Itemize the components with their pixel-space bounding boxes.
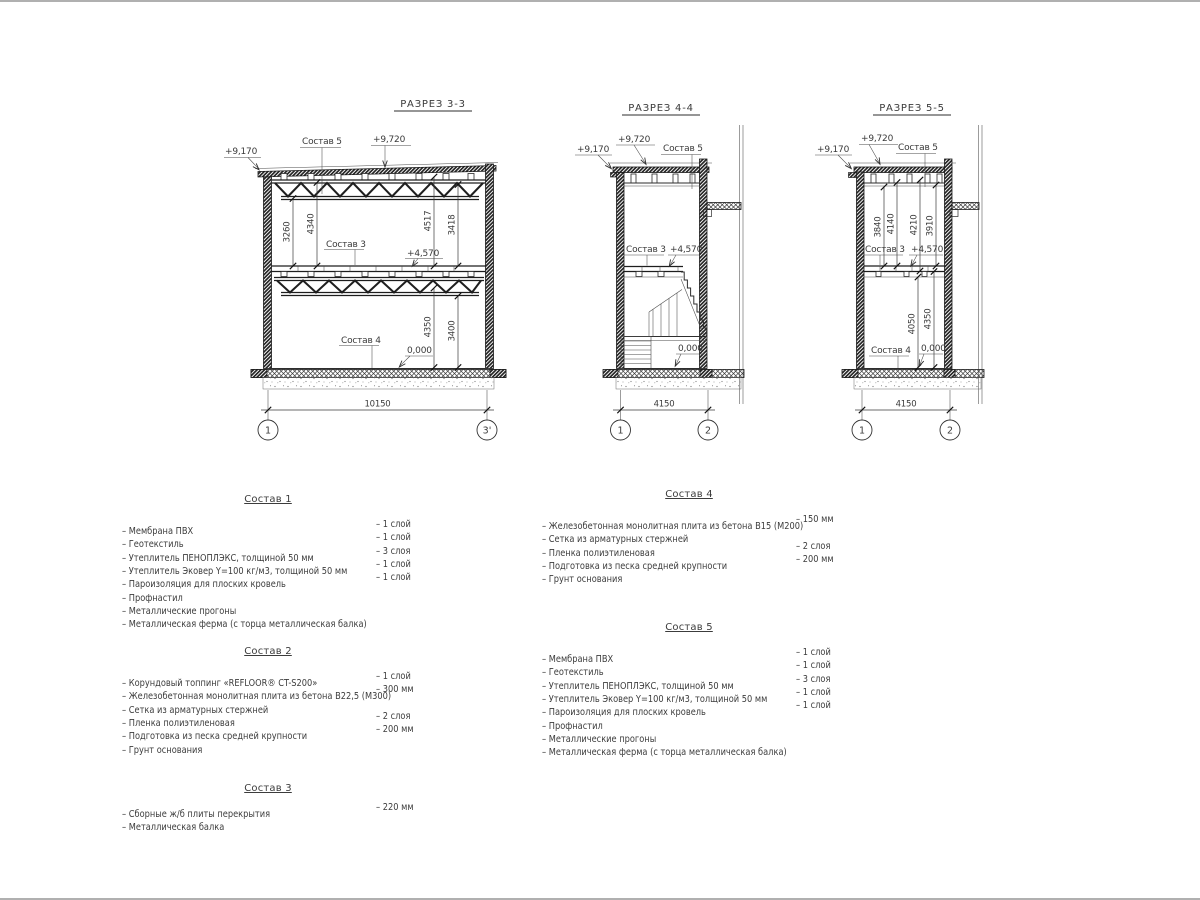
legend-item-name: – Металлическая ферма (с торца металлическая балка) bbox=[122, 619, 367, 631]
composition-callout: Состав 5 bbox=[663, 144, 703, 154]
bottom-dimension bbox=[611, 390, 719, 440]
wall-left bbox=[264, 177, 272, 369]
legend-item-row bbox=[122, 698, 414, 716]
middle-floor bbox=[864, 266, 945, 277]
legend-item-row bbox=[122, 586, 414, 604]
dimension-value: 3418 bbox=[447, 214, 458, 236]
elevation-mark: +9,170 bbox=[817, 145, 850, 155]
legend-item-name: – Железобетонная монолитная плита из бетона В22,5 (М300) bbox=[122, 691, 392, 703]
dimension-value: 4150 bbox=[653, 399, 675, 410]
elevation-mark: 0,000 bbox=[678, 344, 703, 354]
legend-item-name: – Грунт основания bbox=[542, 574, 623, 586]
legend-item-qty: – 200 мм bbox=[796, 554, 834, 566]
legend-sostav-2 bbox=[122, 646, 414, 756]
axis-label: 2 bbox=[704, 425, 712, 437]
legend-item-name: – Металлическая ферма (с торца металлическая балка) bbox=[542, 747, 787, 759]
legend-item-qty: – 300 мм bbox=[376, 684, 414, 696]
dimension-value: 4140 bbox=[886, 213, 897, 235]
elevation-mark: 0,000 bbox=[407, 346, 432, 356]
legend-item-row bbox=[122, 684, 414, 703]
composition-callout: Состав 4 bbox=[341, 336, 381, 346]
elevation-mark: +9,720 bbox=[373, 135, 406, 145]
ground-slab bbox=[842, 369, 984, 390]
legend-item-name: – Металлические прогоны bbox=[122, 606, 237, 618]
legend-item-row bbox=[122, 519, 414, 537]
legend-item-row bbox=[542, 714, 836, 732]
connecting-beam bbox=[707, 203, 741, 210]
legend-item-name: – Подготовка из песка средней крупности bbox=[122, 731, 308, 743]
legend-item-qty: – 1 слой bbox=[376, 519, 411, 530]
composition-callout: Состав 5 bbox=[302, 137, 342, 147]
dimension-value: 3260 bbox=[282, 221, 293, 243]
legend-item-qty: – 1 слой bbox=[796, 660, 831, 672]
roof-truss bbox=[272, 180, 486, 200]
dimension-value: 4210 bbox=[909, 214, 920, 236]
composition-callout: Состав 3 bbox=[865, 245, 905, 255]
legend-sostav-1 bbox=[122, 494, 414, 631]
roof-assembly bbox=[610, 163, 712, 186]
legend-title: Состав 5 bbox=[665, 622, 713, 633]
legend-item-name: – Пароизоляция для плоских кровель bbox=[542, 707, 706, 719]
section-3-3 bbox=[224, 99, 506, 440]
legend-item-row bbox=[122, 559, 414, 578]
legend-item-qty: – 1 слой bbox=[376, 532, 411, 544]
composition-callout: Состав 3 bbox=[326, 240, 366, 250]
legend-item-qty: – 1 слой bbox=[796, 687, 831, 699]
legend-item-name: – Мембрана ПВХ bbox=[542, 654, 614, 665]
legend-item-row bbox=[542, 647, 836, 665]
dimension-value: 4350 bbox=[423, 316, 434, 338]
bottom-dimension bbox=[258, 390, 497, 440]
bottom-dimension bbox=[852, 390, 960, 440]
roof-assembly bbox=[849, 163, 957, 186]
elevation-mark: +9,170 bbox=[577, 145, 610, 155]
legend-item-qty: – 200 мм bbox=[376, 724, 414, 736]
legend-item-name: – Утеплитель Эковер Y=100 кг/м3, толщиной 50 мм bbox=[122, 566, 348, 578]
sand-layer bbox=[616, 378, 741, 390]
legend-item-qty: – 3 слоя bbox=[796, 673, 831, 685]
legend-item-name: – Утеплитель Эковер Y=100 кг/м3, толщиной 50 мм bbox=[542, 694, 768, 706]
elevation-mark: +4,570 bbox=[911, 245, 944, 255]
elevation-mark: +9,720 bbox=[861, 134, 894, 144]
legend-item-name: – Металлическая балка bbox=[122, 822, 225, 834]
axis-label: 1 bbox=[617, 425, 624, 437]
composition-callout: Состав 4 bbox=[871, 346, 911, 356]
legend-item-name: – Железобетонная монолитная плита из бетона В15 (М200) bbox=[542, 521, 804, 532]
middle-floor bbox=[272, 266, 486, 296]
axis-label: 1 bbox=[858, 425, 866, 437]
middle-floor bbox=[624, 267, 683, 278]
legend-item-row bbox=[122, 738, 414, 756]
wall-left bbox=[857, 172, 865, 369]
legend-sostav-4 bbox=[542, 489, 836, 586]
section-title: РАЗРЕЗ 5-5 bbox=[879, 103, 945, 114]
legend-item-name: – Металлические прогоны bbox=[542, 734, 657, 746]
section-4-4 bbox=[575, 103, 744, 440]
adjacent-structure bbox=[950, 125, 982, 404]
composition-callout: Состав 5 bbox=[898, 143, 938, 153]
elevation-mark: +9,720 bbox=[618, 135, 651, 145]
axis-label: 1 bbox=[264, 425, 272, 437]
legend-item-row bbox=[542, 700, 836, 719]
wall-right bbox=[700, 159, 708, 369]
legend-item-name: – Сетка из арматурных стержней bbox=[122, 704, 269, 716]
legend-title: Состав 4 bbox=[665, 489, 713, 500]
wall-right bbox=[945, 159, 953, 369]
elevation-mark: +4,570 bbox=[407, 249, 440, 259]
legend-item-name: – Корундовый топпинг «REFLOOR® CT-S200» bbox=[122, 678, 318, 689]
dimension-value: 3400 bbox=[447, 320, 458, 342]
legend-item-name: – Мембрана ПВХ bbox=[122, 526, 194, 537]
dimension-value: 10150 bbox=[364, 399, 391, 410]
composition-callout: Состав 3 bbox=[626, 245, 666, 255]
dimension-value: 4340 bbox=[306, 213, 317, 235]
ground-slab bbox=[603, 369, 744, 390]
legend-item-row bbox=[542, 687, 836, 706]
sand-layer bbox=[263, 378, 494, 390]
roof-assembly bbox=[255, 163, 498, 181]
dimension-lines-upper bbox=[874, 177, 940, 274]
section-title: РАЗРЕЗ 3-3 bbox=[400, 99, 466, 110]
legend-item-name: – Утеплитель ПЕНОПЛЭКС, толщиной 50 мм bbox=[122, 552, 314, 564]
legend-title: Состав 3 bbox=[244, 783, 292, 794]
legend-item-qty: – 1 слой bbox=[376, 559, 411, 571]
adjacent-structure bbox=[704, 125, 744, 404]
legend-item-name: – Профнастил bbox=[122, 592, 183, 604]
legend-item-row bbox=[122, 671, 414, 689]
legend-item-row bbox=[122, 802, 414, 820]
elevation-mark: +9,170 bbox=[225, 147, 258, 157]
legend-item-row bbox=[122, 724, 414, 743]
legend-item-row bbox=[542, 554, 836, 573]
legend-item-name: – Сетка из арматурных стержней bbox=[542, 534, 689, 546]
legend-title: Состав 2 bbox=[244, 646, 292, 657]
legend-item-qty: – 1 слой bbox=[376, 671, 411, 682]
legend-item-qty: – 220 мм bbox=[376, 802, 414, 813]
dimension-value: 3910 bbox=[925, 215, 936, 237]
dimension-value: 3840 bbox=[873, 216, 884, 238]
legend-item-name: – Геотекстиль bbox=[542, 667, 604, 679]
elevation-mark: +4,570 bbox=[670, 245, 703, 255]
legend-sostav-5 bbox=[542, 622, 836, 759]
legend-item-name: – Профнастил bbox=[542, 720, 603, 732]
ground-slab bbox=[251, 369, 506, 390]
legend-item-row bbox=[122, 572, 414, 591]
connecting-beam bbox=[952, 203, 979, 210]
section-5-5 bbox=[815, 103, 984, 440]
legend-item-qty: – 150 мм bbox=[796, 514, 834, 525]
legend-sostav-3 bbox=[122, 783, 414, 834]
legend-item-row bbox=[122, 612, 414, 631]
legend-item-name: – Грунт основания bbox=[122, 744, 203, 756]
legend-item-name: – Пленка полиэтиленовая bbox=[542, 547, 655, 559]
legend-item-row bbox=[122, 599, 414, 618]
legend-item-name: – Утеплитель ПЕНОПЛЭКС, толщиной 50 мм bbox=[542, 680, 734, 692]
wall-right bbox=[486, 164, 494, 369]
legend-item-row bbox=[542, 740, 836, 759]
legend-item-row bbox=[542, 567, 836, 586]
axis-label: 2 bbox=[946, 425, 954, 437]
dimension-lines-lower bbox=[908, 268, 938, 370]
legend-item-name: – Сборные ж/б плиты перекрытия bbox=[122, 809, 271, 820]
legend-item-row bbox=[542, 727, 836, 746]
legend-item-row bbox=[542, 514, 836, 532]
legend-item-qty: – 3 слоя bbox=[376, 545, 411, 557]
legend-item-qty: – 1 слой bbox=[376, 572, 411, 584]
dimension-value: 4517 bbox=[423, 210, 434, 232]
elevation-mark: 0,000 bbox=[921, 344, 946, 354]
dimension-value: 4150 bbox=[895, 399, 917, 410]
legend-item-qty: – 2 слоя bbox=[796, 540, 831, 552]
dimension-value: 4050 bbox=[907, 313, 918, 335]
legend-item-qty: – 2 слоя bbox=[376, 711, 411, 723]
wall-left bbox=[617, 173, 625, 369]
legend-item-qty: – 1 слой bbox=[796, 647, 831, 658]
sand-layer bbox=[854, 378, 981, 390]
stair-flight-lower bbox=[621, 337, 651, 369]
legend-title: Состав 1 bbox=[244, 494, 292, 505]
stair-railing bbox=[649, 290, 682, 337]
legend-item-name: – Подготовка из песка средней крупности bbox=[542, 561, 728, 573]
section-title: РАЗРЕЗ 4-4 bbox=[628, 103, 694, 114]
axis-label: 3' bbox=[482, 425, 492, 437]
dimension-value: 4350 bbox=[923, 308, 934, 330]
legend-item-name: – Пленка полиэтиленовая bbox=[122, 718, 235, 730]
legend-item-name: – Геотекстиль bbox=[122, 539, 184, 551]
legend-item-qty: – 1 слой bbox=[796, 700, 831, 712]
legend-item-row bbox=[122, 815, 414, 834]
legend-item-name: – Пароизоляция для плоских кровель bbox=[122, 579, 286, 591]
dimension-lines-lower bbox=[424, 285, 462, 371]
